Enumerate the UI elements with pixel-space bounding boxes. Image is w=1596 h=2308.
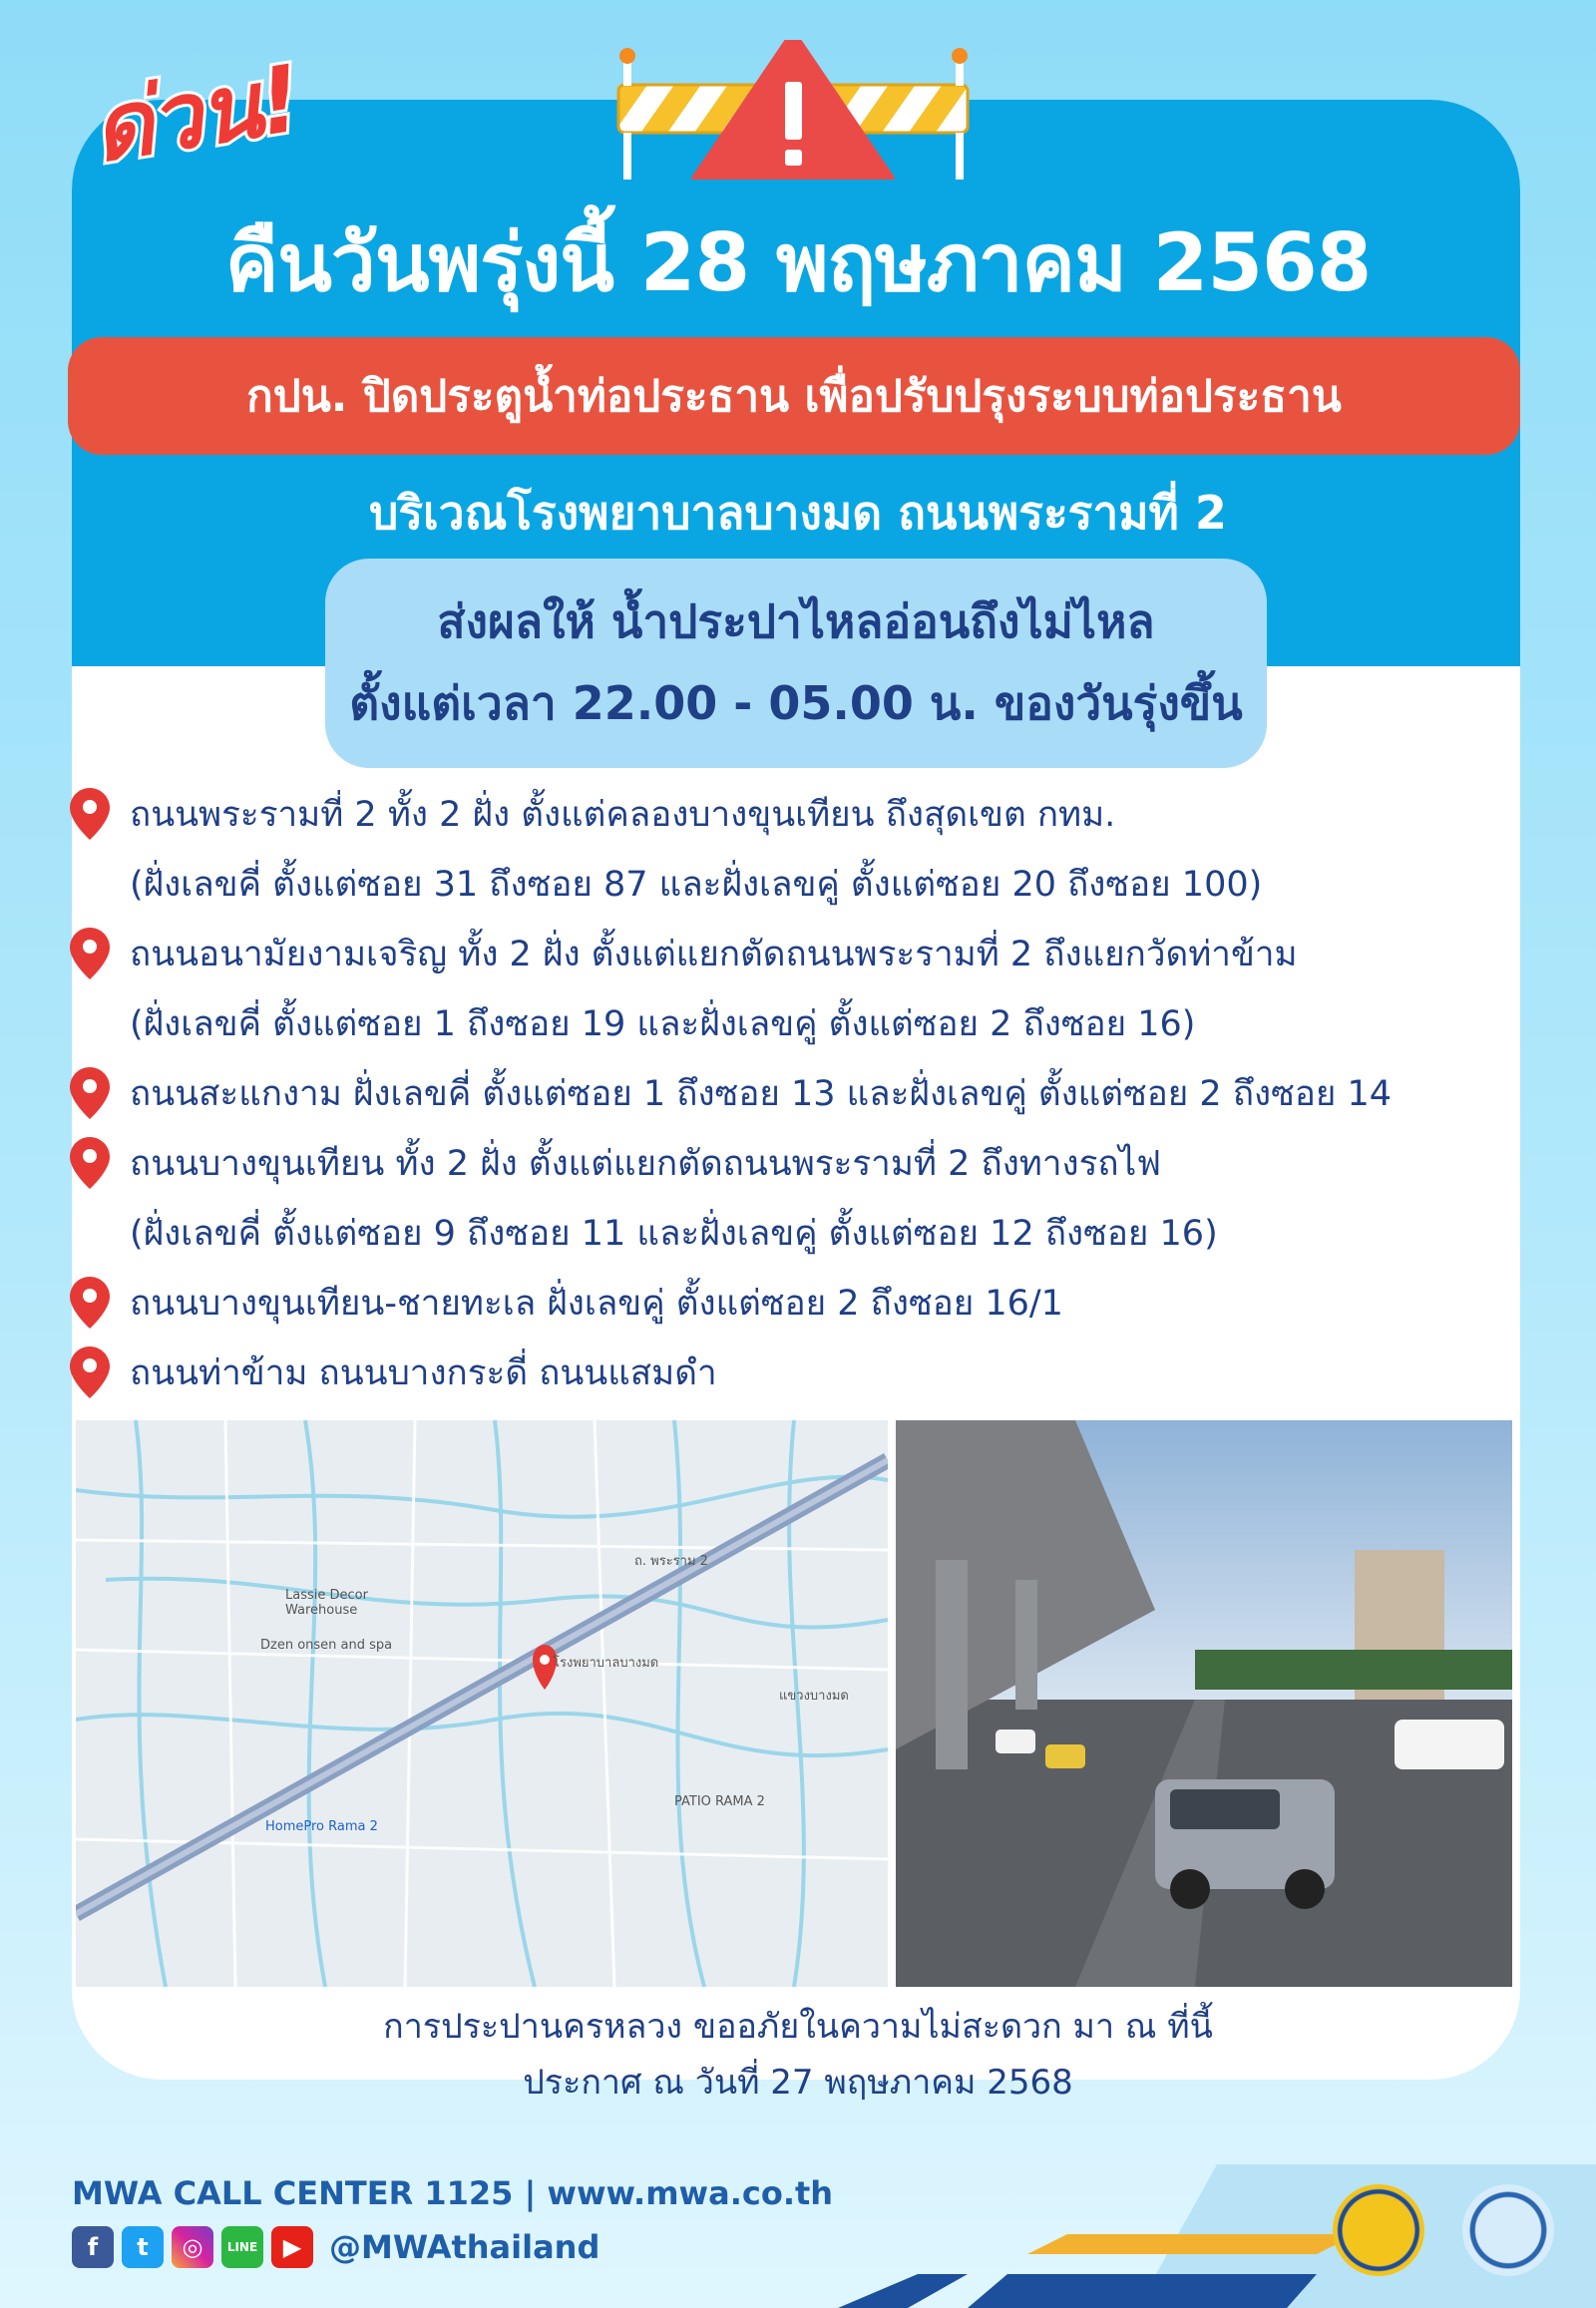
page-title: คืนวันพรุ่งนี้ 28 พฤษภาคม 2568 xyxy=(224,216,1372,309)
location-subtitle: บริเวณโรงพยาบาลบางมด ถนนพระรามที่ 2 xyxy=(369,486,1227,540)
location-pin-icon xyxy=(70,1346,110,1398)
area-line-2: (ฝั่งเลขคี่ ตั้งแต่ซอย 1 ถึงซอย 19 และฝั่งเลขคู่ ตั้งแต่ซอย 2 ถึงซอย 16) xyxy=(130,1004,1196,1044)
map-canvas xyxy=(76,1420,888,1987)
area-line-1: ถนนบางขุนเทียน-ชายทะเล ฝั่งเลขคู่ ตั้งแต่ซอย 2 ถึงซอย 16/1 xyxy=(130,1284,1063,1324)
list-item xyxy=(70,1129,1536,1269)
call-center-link[interactable]: MWA CALL CENTER 1125 xyxy=(72,2174,514,2212)
social-handle[interactable]: @MWAthailand xyxy=(329,2228,600,2266)
map-label-road: ถ. พระราม 2 xyxy=(634,1554,708,1569)
location-pin-icon xyxy=(70,928,110,979)
mwa-logo-icon xyxy=(1462,2184,1554,2276)
map-label-hospital: โรงพยาบาลบางมด xyxy=(553,1656,659,1671)
urgent-label: ด่วน! xyxy=(85,45,307,184)
line-icon[interactable]: LINE xyxy=(221,2226,263,2268)
effect-line-1: ส่งผลให้ น้ำประปาไหลอ่อนถึงไม่ไหล xyxy=(437,594,1155,648)
location-pin-icon xyxy=(70,1277,110,1329)
affected-areas-list xyxy=(70,780,1536,1408)
warning-barrier-icon xyxy=(598,40,988,180)
facebook-icon[interactable]: f xyxy=(72,2226,114,2268)
street-photo xyxy=(896,1420,1512,1987)
location-pin-icon xyxy=(70,1137,110,1189)
area-line-1: ถนนบางขุนเทียน ทั้ง 2 ฝั่ง ตั้งแต่แยกตัดถนนพระรามที่ 2 ถึงทางรถไฟ xyxy=(130,1144,1161,1184)
list-item xyxy=(70,1059,1536,1129)
effect-box xyxy=(325,559,1267,768)
list-item xyxy=(70,1269,1536,1339)
area-line-2: (ฝั่งเลขคี่ ตั้งแต่ซอย 9 ถึงซอย 11 และฝั่งเลขคู่ ตั้งแต่ซอย 12 ถึงซอย 16) xyxy=(130,1214,1218,1254)
map-label-lassie: Lassie Decor Warehouse xyxy=(285,1588,368,1618)
area-line-1: ถนนท่าข้าม ถนนบางกระดี่ ถนนแสมดำ xyxy=(130,1353,717,1393)
map-label-district: แขวงบางมด xyxy=(779,1689,849,1704)
twitter-icon[interactable]: t xyxy=(122,2226,164,2268)
map-label-patio: PATIO RAMA 2 xyxy=(674,1794,765,1809)
map-label-homepro: HomePro Rama 2 xyxy=(265,1819,378,1834)
location-pin-icon xyxy=(70,788,110,840)
list-item xyxy=(70,1339,1536,1408)
area-line-2: (ฝั่งเลขคี่ ตั้งแต่ซอย 31 ถึงซอย 87 และฝั่งเลขคู่ ตั้งแต่ซอย 20 ถึงซอย 100) xyxy=(130,865,1263,905)
closure-banner xyxy=(68,337,1520,455)
street-photo-image xyxy=(896,1420,1512,1987)
footer-divider: | xyxy=(524,2174,548,2212)
area-line-1: ถนนอนามัยงามเจริญ ทั้ง 2 ฝั่ง ตั้งแต่แยกตัดถนนพระรามที่ 2 ถึงแยกวัดท่าข้าม xyxy=(130,935,1298,974)
closure-banner-text: กปน. ปิดประตูน้ำท่อประธาน เพื่อปรับปรุงระบบท่อประธาน xyxy=(246,371,1342,422)
list-item xyxy=(70,780,1536,920)
map-label-dzen: Dzen onsen and spa xyxy=(260,1638,393,1653)
announce-date: ประกาศ ณ วันที่ 27 พฤษภาคม 2568 xyxy=(523,2063,1073,2103)
effect-line-2: ตั้งแต่เวลา 22.00 - 05.00 น. ของวันรุ่งขึ้น xyxy=(349,676,1243,730)
website-link[interactable]: www.mwa.co.th xyxy=(547,2174,834,2212)
footer-contact xyxy=(72,2174,833,2212)
location-pin-icon xyxy=(70,1067,110,1119)
mwa-seal-icon xyxy=(1333,2184,1424,2276)
social-links xyxy=(72,2226,599,2268)
area-line-1: ถนนพระรามที่ 2 ทั้ง 2 ฝั่ง ตั้งแต่คลองบางขุนเทียน ถึงสุดเขต กทม. xyxy=(130,795,1116,835)
list-item xyxy=(70,920,1536,1059)
instagram-icon[interactable]: ◎ xyxy=(172,2226,213,2268)
youtube-icon[interactable]: ▶ xyxy=(271,2226,313,2268)
area-map[interactable] xyxy=(76,1420,888,1987)
area-line-1: ถนนสะแกงาม ฝั่งเลขคี่ ตั้งแต่ซอย 1 ถึงซอย 13 และฝั่งเลขคู่ ตั้งแต่ซอย 2 ถึงซอย 14 xyxy=(130,1074,1393,1114)
apology-note: การประปานครหลวง ขออภัยในความไม่สะดวก มา ณ ที่นี้ xyxy=(383,2007,1213,2047)
